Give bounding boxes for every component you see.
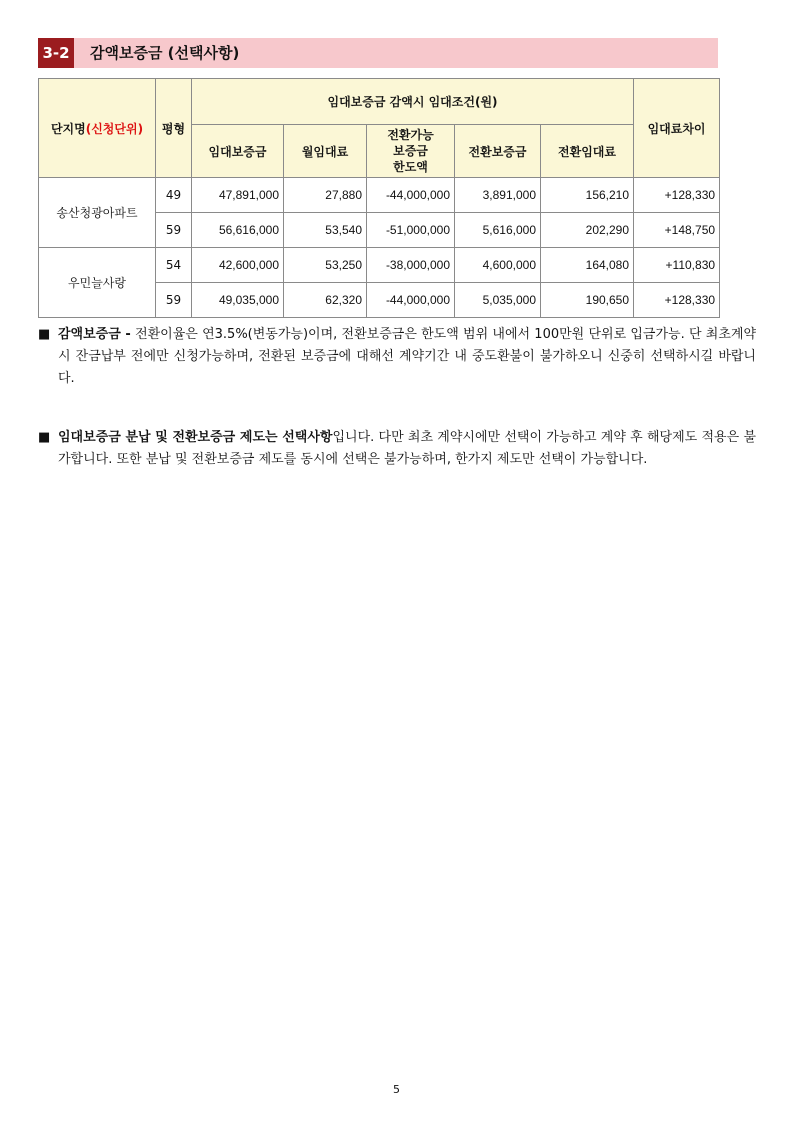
header-deposit: 임대보증금 <box>192 125 284 178</box>
header-convertible-line3: 한도액 <box>393 160 428 174</box>
note-2-text: 입니다. 다만 최초 계약시에만 선택이 가능하고 계약 후 해당제도 적용은 불가합니다. 또한 분납 및 전환보증금 제도를 동시에 선택은 불가능하며, 한가지 제도만 선택이 가능합니다. <box>58 430 756 467</box>
cell-rent: 53,250 <box>284 248 367 283</box>
header-convertible-limit <box>367 125 455 178</box>
header-convertible-line2: 보증금 <box>393 144 428 158</box>
cell-limit: -44,000,000 <box>367 283 455 318</box>
cell-rent: 27,880 <box>284 178 367 213</box>
cell-limit: -44,000,000 <box>367 178 455 213</box>
cell-deposit: 47,891,000 <box>192 178 284 213</box>
cell-rent: 53,540 <box>284 213 367 248</box>
header-size: 평형 <box>156 79 192 178</box>
header-rent: 월임대료 <box>284 125 367 178</box>
cell-difference: +148,750 <box>634 213 720 248</box>
section-number: 3-2 <box>38 38 74 68</box>
page-number: 5 <box>393 1083 400 1096</box>
cell-deposit: 42,600,000 <box>192 248 284 283</box>
note-1 <box>38 324 756 390</box>
cell-converted-rent: 164,080 <box>541 248 634 283</box>
cell-converted-deposit: 4,600,000 <box>455 248 541 283</box>
cell-deposit: 56,616,000 <box>192 213 284 248</box>
cell-converted-rent: 202,290 <box>541 213 634 248</box>
cell-difference: +110,830 <box>634 248 720 283</box>
header-converted-rent: 전환임대료 <box>541 125 634 178</box>
cell-converted-deposit: 5,035,000 <box>455 283 541 318</box>
cell-difference: +128,330 <box>634 178 720 213</box>
cell-rent: 62,320 <box>284 283 367 318</box>
cell-converted-deposit: 3,891,000 <box>455 178 541 213</box>
cell-size: 59 <box>156 213 192 248</box>
table-row <box>39 248 720 283</box>
header-complex-unit: (신청단위) <box>85 121 144 136</box>
cell-converted-rent: 156,210 <box>541 178 634 213</box>
complex-name: 우민늘사랑 <box>39 248 156 318</box>
cell-limit: -51,000,000 <box>367 213 455 248</box>
header-complex-label: 단지명 <box>50 121 86 136</box>
bullet-square-icon: ■ <box>38 327 51 342</box>
bullet-square-icon: ■ <box>38 430 51 445</box>
reduced-deposit-table <box>38 78 720 318</box>
cell-size: 54 <box>156 248 192 283</box>
cell-converted-rent: 190,650 <box>541 283 634 318</box>
header-group: 임대보증금 감액시 임대조건(원) <box>192 79 634 125</box>
note-1-bold: 감액보증금 - <box>58 327 131 342</box>
section-title: 감액보증금 (선택사항) <box>90 44 240 62</box>
cell-limit: -38,000,000 <box>367 248 455 283</box>
header-difference: 임대료차이 <box>634 79 720 178</box>
section-header <box>38 38 718 68</box>
cell-size: 49 <box>156 178 192 213</box>
cell-size: 59 <box>156 283 192 318</box>
note-2 <box>38 427 756 471</box>
table-row <box>39 178 720 213</box>
note-2-bold: 임대보증금 분납 및 전환보증금 제도는 선택사항 <box>58 430 333 445</box>
cell-deposit: 49,035,000 <box>192 283 284 318</box>
complex-name: 송산청광아파트 <box>39 178 156 248</box>
header-convertible-line1: 전환가능 <box>387 128 434 142</box>
cell-difference: +128,330 <box>634 283 720 318</box>
note-1-text: 전환이율은 연3.5%(변동가능)이며, 전환보증금은 한도액 범위 내에서 100만원 단위로 입금가능. 단 최초계약시 잔금납부 전에만 신청가능하며, 전환된 보증금에 대해선 계약기간 내 중도환불이 불가하오니 신중히 선택하시길 바랍니다. <box>58 327 756 386</box>
header-converted-deposit: 전환보증금 <box>455 125 541 178</box>
cell-converted-deposit: 5,616,000 <box>455 213 541 248</box>
header-complex <box>39 79 156 178</box>
